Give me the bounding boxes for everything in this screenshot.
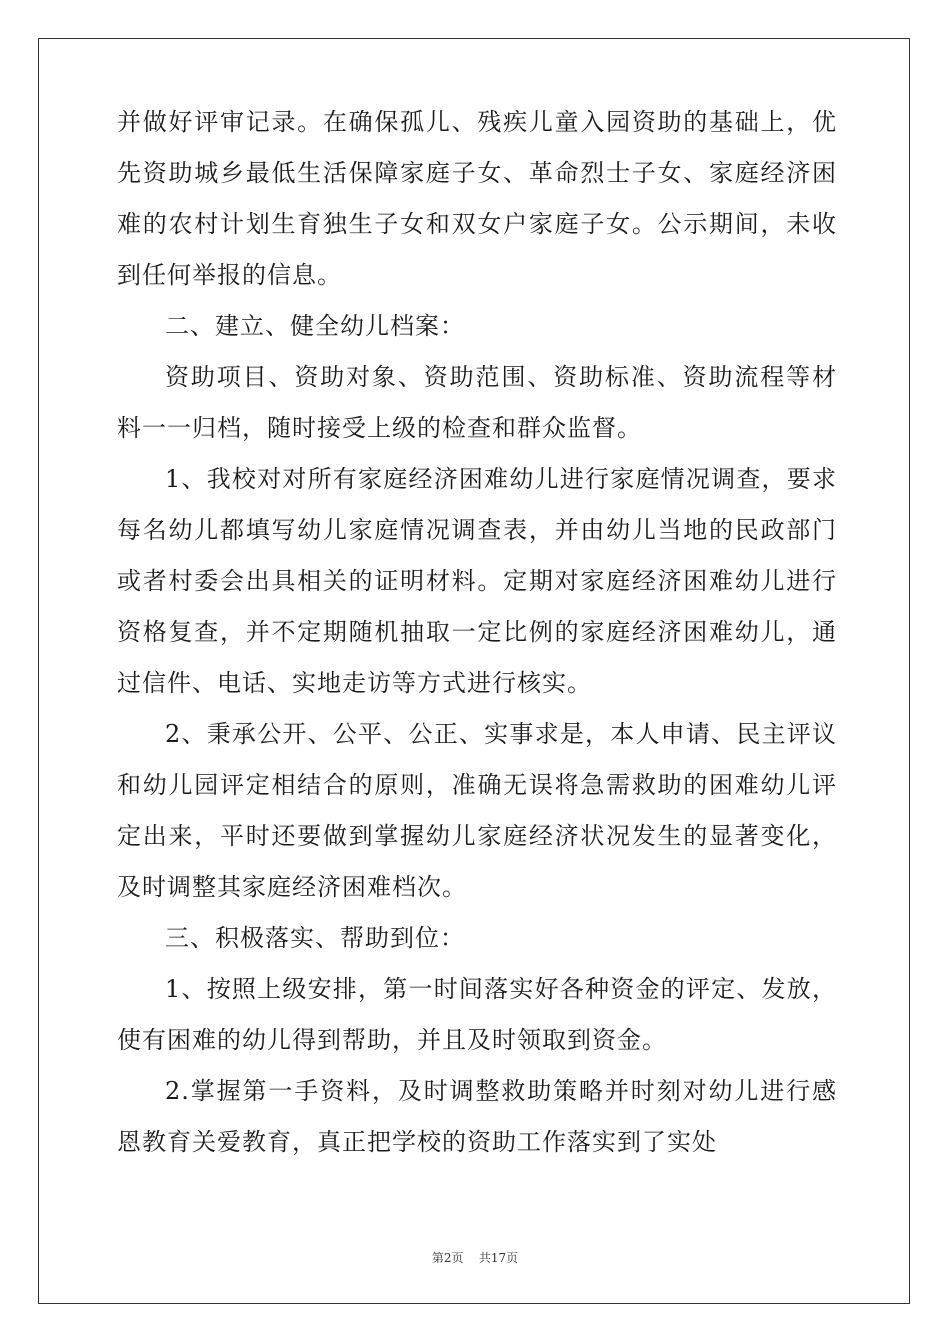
page-total: 共17页: [478, 1251, 519, 1265]
paragraph-1: 并做好评审记录。在确保孤儿、残疾儿童入园资助的基础上，优先资助城乡最低生活保障家庭子女、革命烈士子女、家庭经济困难的农村计划生育独生子女和双女户家庭子女。公示期间，未收到任何举报的信息。: [117, 108, 837, 289]
page-frame: [38, 38, 910, 1304]
section-heading-3: 三、积极落实、帮助到位：: [165, 924, 465, 952]
paragraph-4: 1、我校对对所有家庭经济困难幼儿进行家庭情况调查，要求每名幼儿都填写幼儿家庭情况调查表，并由幼儿当地的民政部门或者村委会出具相关的证明材料。定期对家庭经济困难幼儿进行资格复查，并不定期随机抽取一定比例的家庭经济困难幼儿，通过信件、电话、实地走访等方式进行核实。: [117, 465, 837, 697]
paragraph-5: 2、秉承公开、公平、公正、实事求是，本人申请、民主评议和幼儿园评定相结合的原则，准确无误将急需救助的困难幼儿评定出来，平时还要做到掌握幼儿家庭经济状况发生的显著变化，及时调整其家庭经济困难档次。: [117, 720, 837, 901]
section-heading-2: 二、建立、健全幼儿档案：: [165, 312, 465, 340]
paragraph-7: 1、按照上级安排，第一时间落实好各种资金的评定、发放，使有困难的幼儿得到帮助，并且及时领取到资金。: [117, 975, 837, 1054]
page-number: 第2页: [431, 1251, 464, 1265]
paragraph-8: 2.掌握第一手资料，及时调整救助策略并时刻对幼儿进行感恩教育关爱教育，真正把学校的资助工作落实到了实处: [117, 1077, 837, 1156]
document-body: [117, 97, 837, 1168]
page-footer: [39, 1249, 911, 1266]
paragraph-3: 资助项目、资助对象、资助范围、资助标准、资助流程等材料一一归档，随时接受上级的检查和群众监督。: [117, 363, 837, 442]
